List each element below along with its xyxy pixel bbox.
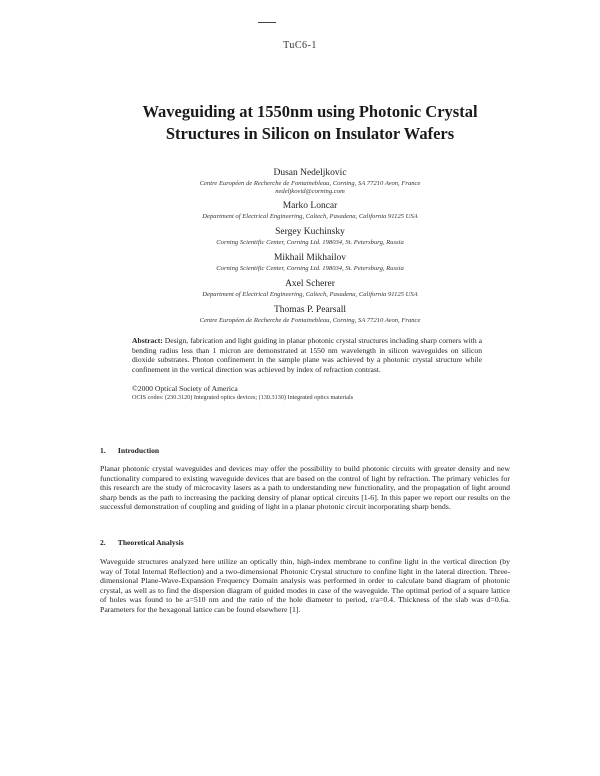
section-title: Theoretical Analysis	[117, 538, 184, 547]
author-affiliation: Corning Scientific Center, Corning Ltd. 198034, St. Petersburg, Russia	[216, 239, 404, 246]
paper-code: TuC6-1	[283, 40, 317, 51]
author-affiliation: Department of Electrical Engineering, Caltech, Pasadena, California 91125 USA	[202, 291, 418, 298]
author-affiliation: Centre Européen de Recherche de Fontainebleau, Corning, SA 77210 Avon, France	[199, 180, 421, 187]
section-body: Planar photonic crystal waveguides and devices may offer the possibility to build photonic circuits with greater density and new functionality compared to existing waveguide devices that are based on the control of light by refraction. The primary vehicles for this research are the study of microcavity lasers as a path to understanding new functionality, and the propagation of light around sharp bends as the path to increasing the packing density of planar optical circuits [1-6]. In this paper we report our results on the successful demonstration of coupling and guiding of light in a planar photonic circuit incorporating sharp bends.	[100, 464, 510, 512]
author-name: Thomas P. Pearsall	[273, 305, 347, 315]
abstract	[132, 336, 482, 374]
author-affiliation: Centre Européen de Recherche de Fontainebleau, Corning, SA 77210 Avon, France	[199, 317, 421, 324]
section-heading	[100, 446, 159, 455]
author-name: Mikhail Mikhailov	[273, 253, 347, 263]
author-name: Dusan Nedeljkovic	[273, 168, 347, 178]
header-rule	[258, 22, 276, 23]
abstract-label: Abstract:	[132, 336, 163, 345]
section-body: Waveguide structures analyzed here utilize an optically thin, high-index membrane to confine light in the vertical direction (by way of Total Internal Reflection) and a two-dimensional Photonic Crystal structure to confine light in the lateral direction. Three-dimensional Plane-Wave-Expansion Frequency Domain analysis was performed in order to calculate band diagram of photonic crystal, as well as to find the dispersion diagram of guided modes in case of the waveguide. The optimal period of a square lattice of holes was found to be a=510 nm and the ratio of the hole diameter to period, r/a=0.4. Thickness of the slab was d=0.6a. Parameters for the hexagonal lattice can be found elsewhere [1].	[100, 557, 510, 614]
author-name: Sergey Kuchinsky	[275, 227, 345, 237]
paper-title-line-2: Structures in Silicon on Insulator Wafers	[165, 124, 455, 143]
paper-title-line-1: Waveguiding at 1550nm using Photonic Crystal	[142, 102, 478, 121]
ocis-codes: OCIS codes: (230.3120) Integrated optics devices; (130.3130) Integrated optics materials	[132, 394, 354, 401]
author-name: Marko Loncar	[282, 201, 338, 211]
author-affiliation: Corning Scientific Center, Corning Ltd. 198034, St. Petersburg, Russia	[216, 265, 404, 272]
author-affiliation: Department of Electrical Engineering, Caltech, Pasadena, California 91125 USA	[202, 213, 418, 220]
copyright-notice: ©2000 Optical Society of America	[132, 384, 238, 393]
section-title: Introduction	[117, 446, 160, 455]
section-number: 2.	[100, 538, 106, 547]
section-number: 1.	[100, 446, 106, 455]
section-heading	[100, 538, 184, 547]
author-name: Axel Scherer	[285, 279, 335, 289]
author-email: nedeljkovid@corning.com	[275, 188, 345, 195]
abstract-text: Design, fabrication and light guiding in planar photonic crystal structures including sharp corners with a bending radius less than 1 micron are demonstrated at 1550 nm wavelength in silicon waveguides on silicon dioxide substrates. Photon confinement in the sample plane was achieved by a photonic crystal structure while confinement in the vertical direction was achieved by index of refraction contrast.	[132, 336, 482, 374]
